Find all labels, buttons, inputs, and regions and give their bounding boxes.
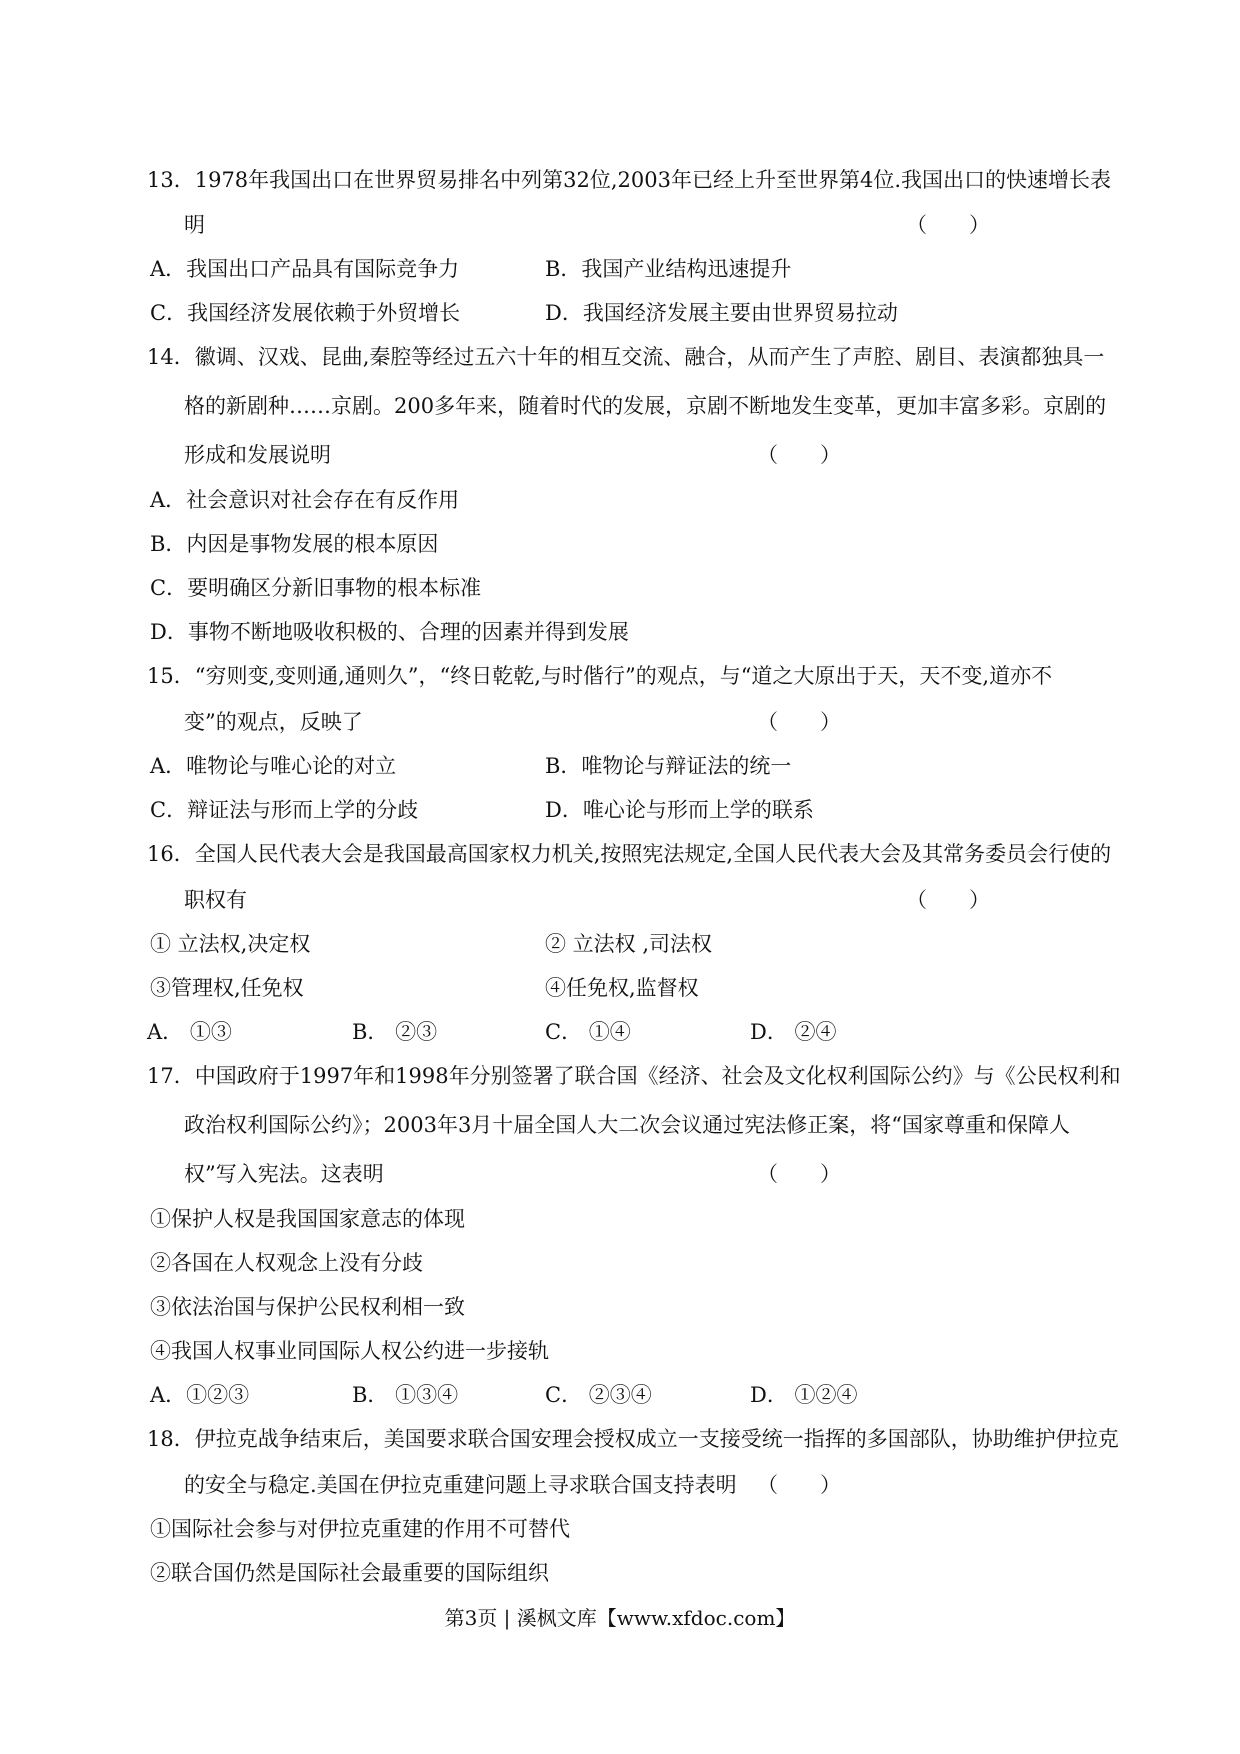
q16-item-2: ② 立法权 ,司法权 xyxy=(545,932,713,956)
q17-item-3: ③依法治国与保护公民权利相一致 xyxy=(150,1295,465,1319)
q16-option-b: B． ②③ xyxy=(352,1020,438,1044)
q18-item-1: ①国际社会参与对伊拉克重建的作用不可替代 xyxy=(150,1517,570,1541)
q16-item-4: ④任免权,监督权 xyxy=(545,976,699,1000)
q13-option-c: C．我国经济发展依赖于外贸增长 xyxy=(150,301,461,325)
q16-stem-line2: 职权有 xyxy=(184,888,247,912)
q16-answer-blank: （ ） xyxy=(906,888,990,912)
q18-stem-line1: 18．伊拉克战争结束后，美国要求联合国安理会授权成立一支接受统一指挥的多国部队，协助维护伊拉克 xyxy=(147,1427,1119,1451)
q16-option-c: C． ①④ xyxy=(545,1020,631,1044)
q17-item-1: ①保护人权是我国国家意志的体现 xyxy=(150,1207,465,1231)
q13-stem-line1: 13．1978年我国出口在世界贸易排名中列第32位,2003年已经上升至世界第4位.我国出口的快速增长表 xyxy=(147,168,1112,192)
q15-option-a: A．唯物论与唯心论的对立 xyxy=(150,754,397,778)
page-footer: 第3页 | 溪枫文库【www.xfdoc.com】 xyxy=(444,1606,796,1630)
q17-option-b: B． ①③④ xyxy=(352,1383,459,1407)
q17-option-d: D． ①②④ xyxy=(750,1383,858,1407)
q16-stem-line1: 16．全国人民代表大会是我国最高国家权力机关,按照宪法规定,全国人民代表大会及其常务委员会行使的 xyxy=(147,842,1112,866)
q13-answer-blank: （ ） xyxy=(906,213,990,237)
q17-stem-line3: 权”写入宪法。这表明 xyxy=(184,1162,384,1186)
q16-option-a: A． ①③ xyxy=(147,1020,232,1044)
q15-answer-blank: （ ） xyxy=(757,710,841,734)
q13-stem-line2: 明 xyxy=(184,213,205,237)
q14-option-a: A．社会意识对社会存在有反作用 xyxy=(150,488,460,512)
q16-option-d: D． ②④ xyxy=(750,1020,837,1044)
q14-option-d: D．事物不断地吸收积极的、合理的因素并得到发展 xyxy=(150,620,629,644)
q17-stem-line1: 17．中国政府于1997年和1998年分别签署了联合国《经济、社会及文化权利国际公约》与《公民权利和 xyxy=(147,1064,1121,1088)
q15-option-c: C．辩证法与形而上学的分歧 xyxy=(150,798,419,822)
q16-item-1: ① 立法权,决定权 xyxy=(150,932,311,956)
q14-stem-line3: 形成和发展说明 xyxy=(184,443,331,467)
q18-item-2: ②联合国仍然是国际社会最重要的国际组织 xyxy=(150,1561,549,1585)
q15-stem-line2: 变”的观点，反映了 xyxy=(184,710,363,734)
q17-item-2: ②各国在人权观念上没有分歧 xyxy=(150,1251,423,1275)
q17-item-4: ④我国人权事业同国际人权公约进一步接轨 xyxy=(150,1339,549,1363)
q17-stem-line2: 政治权利国际公约》；2003年3月十届全国人大二次会议通过宪法修正案，将“国家尊重和保障人 xyxy=(184,1113,1071,1137)
q18-stem-line2: 的安全与稳定.美国在伊拉克重建问题上寻求联合国支持表明 xyxy=(184,1473,737,1497)
q14-answer-blank: （ ） xyxy=(757,443,841,467)
q14-option-c: C．要明确区分新旧事物的根本标准 xyxy=(150,576,482,600)
q15-option-b: B．唯物论与辩证法的统一 xyxy=(545,754,792,778)
q15-option-d: D．唯心论与形而上学的联系 xyxy=(545,798,814,822)
q13-option-a: A．我国出口产品具有国际竞争力 xyxy=(150,257,460,281)
q14-option-b: B．内因是事物发展的根本原因 xyxy=(150,532,439,556)
q18-answer-blank: （ ） xyxy=(757,1473,841,1497)
q17-answer-blank: （ ） xyxy=(757,1162,841,1186)
q17-option-a: A．①②③ xyxy=(150,1383,250,1407)
q13-option-b: B．我国产业结构迅速提升 xyxy=(545,257,792,281)
q17-option-c: C． ②③④ xyxy=(545,1383,652,1407)
q15-stem-line1: 15．“穷则变,变则通,通则久”，“终日乾乾,与时偕行”的观点，与“道之大原出于天，天不变,道亦不 xyxy=(147,664,1053,688)
q13-option-d: D．我国经济发展主要由世界贸易拉动 xyxy=(545,301,898,325)
q16-item-3: ③管理权,任免权 xyxy=(150,976,304,1000)
q14-stem-line1: 14．徽调、汉戏、昆曲,秦腔等经过五六十年的相互交流、融合，从而产生了声腔、剧目、表演都独具一 xyxy=(147,345,1105,369)
q14-stem-line2: 格的新剧种……京剧。200多年来，随着时代的发展，京剧不断地发生变革，更加丰富多彩。京剧的 xyxy=(184,394,1107,418)
